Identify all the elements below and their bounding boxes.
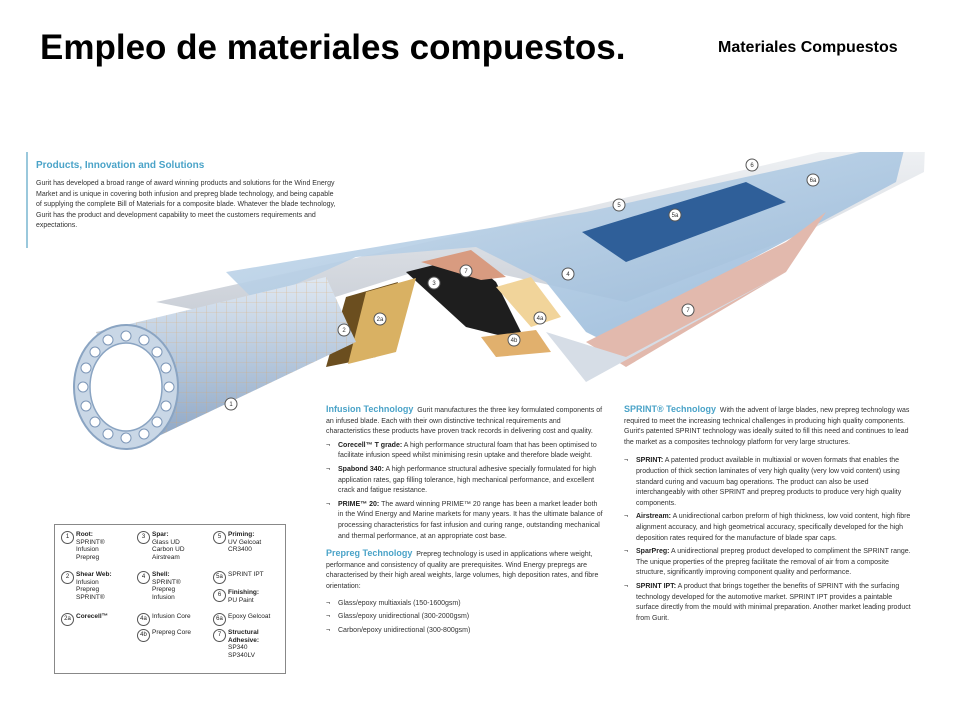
svg-text:3: 3 <box>432 281 436 287</box>
callout-3 <box>428 277 440 289</box>
svg-text:7: 7 <box>464 269 468 275</box>
legend-item: 6 Finishing: PU Paint <box>213 589 259 604</box>
callout-5a <box>669 209 681 221</box>
legend-item: 7 Structural Adhesive: SP340 SP340LV <box>213 629 285 659</box>
legend-item: 5a SPRINT IPT <box>213 571 264 579</box>
sprint-section <box>624 404 916 624</box>
infusion-item: ¬ Corecell™ T grade: A high performance structural foam that has been optimised to facilitate infusion speed whilst minimising resin uptake and therefore blade weight. <box>326 441 604 462</box>
svg-text:4a: 4a <box>536 316 544 322</box>
gurit-poster <box>26 152 940 704</box>
sprint-item: ¬ SPRINT: A patented product available in multiaxial or woven formats that enables the production of thick section laminates of very high quality (very low void content) using standard curing and vacuum bag operations. The product can also be used interchangeably with other SPRINT and prepreg products to produce very high quality components. <box>624 456 916 509</box>
intro-text: Gurit has developed a broad range of award winning products and solutions for the Wind Energy Market and is unique in covering both infusion and prepreg blade technology, and being capable of supplying the complete Bill of Materials for a composite blade. Whatever the blade technology, Gurit has the product and development capability to meet the customers requirements and expectations. <box>36 180 336 230</box>
infusion-title: Infusion Technology <box>326 404 414 414</box>
svg-text:5a: 5a <box>671 213 679 219</box>
slide-section-label: Materiales Compuestos <box>718 39 898 56</box>
infusion-item: ¬ Spabond 340: A high performance structural adhesive specially formulated for high application rates, gap filling tolerance, high mechanical performance, and excellent crack and fatigue resistance. <box>326 465 604 497</box>
callout-5 <box>613 199 625 211</box>
legend-item: 2a Corecell™ <box>61 613 108 621</box>
prepreg-text: Prepreg technology is used in applications where weight, performance and consistency of quality are prerequisites. Wind Energy prepregs are characterised by their high areal weights, large volumes, high deposition rates, and fibre orientation: <box>326 551 599 590</box>
svg-text:6: 6 <box>750 163 754 169</box>
prepreg-section <box>326 548 604 636</box>
callout-4b <box>508 334 520 346</box>
intro-section <box>36 160 341 232</box>
legend-item: 4a Infusion Core <box>137 613 191 621</box>
callout-6 <box>746 159 758 171</box>
callout-4 <box>562 268 574 280</box>
legend-item: 5 Priming: UV Gelcoat CR3400 <box>213 531 261 554</box>
callout-2 <box>338 324 350 336</box>
prepreg-item: ¬ Carbon/epoxy unidirectional (300-800gsm) <box>326 626 604 637</box>
slide-title: Empleo de materiales compuestos. <box>40 28 626 67</box>
sprint-item: ¬ Airstream: A unidirectional carbon preform of high thickness, low void content, high fibre alignment accuracy, and high geometrical accuracy, specifically developed for the high deposition rates required for the manufacture of blade spar caps. <box>624 512 916 544</box>
callout-2a <box>374 313 386 325</box>
svg-text:5: 5 <box>617 203 621 209</box>
legend-item: 3 Spar: Glass UD Carbon UD Airstream <box>137 531 185 561</box>
intro-title: Products, Innovation and Solutions <box>36 160 205 171</box>
sprint-item: ¬ SparPreg: A unidirectional prepreg product developed to compliment the SPRINT range. The unique properties of the prepreg facilitate the removal of air from a composite structure, significantly improving component quality and performance. <box>624 547 916 579</box>
legend-item: 1 Root: SPRINT® Infusion Prepreg <box>61 531 105 561</box>
svg-text:4b: 4b <box>510 338 518 344</box>
prepreg-item: ¬ Glass/epoxy multiaxials (150-1600gsm) <box>326 599 604 610</box>
svg-text:1: 1 <box>229 402 233 408</box>
callout-7b <box>682 304 694 316</box>
svg-text:2a: 2a <box>376 317 384 323</box>
callout-6a <box>807 174 819 186</box>
legend-item: 4 Shell: SPRINT® Prepreg Infusion <box>137 571 181 601</box>
prepreg-title: Prepreg Technology <box>326 548 413 559</box>
sprint-item: ¬ SPRINT IPT: A product that brings together the benefits of SPRINT with the surfacing technology developed for the automotive market. SPRINT IPT provides a paintable surface directly from the mould with minimal preparation. Another market leading product from Gurit. <box>624 582 916 624</box>
callout-4a <box>534 312 546 324</box>
svg-text:2: 2 <box>342 328 346 334</box>
svg-text:4: 4 <box>566 272 570 278</box>
infusion-section <box>326 404 604 636</box>
sprint-text: With the advent of large blades, new prepreg technology was required to meet the increasing technical challenges in producing high quality components. Gurit's patented SPRINT technology was ideally suited to fill this need and continues to lead the market as a composites technology platform for very large structures. <box>624 407 910 446</box>
infusion-item: ¬ PRIME™ 20: The award winning PRIME™ 20 range has been a market leader both in the Wind Energy and Marine markets for many years. It has the ultimate balance of processing characteristics for fast infusion and curing range, outstanding mechanical and thermal performance, at an appropriate cost base. <box>326 500 604 542</box>
sprint-title: SPRINT® Technology <box>624 404 716 414</box>
infusion-text: Gurit manufactures the three key formulated components of an infused blade. Each with their own distinctive technical requirements and characteristics these products have proven track records in delivering cost and quality. <box>326 407 603 436</box>
component-legend <box>54 524 286 674</box>
svg-text:7: 7 <box>686 308 690 314</box>
legend-item: 2 Shear Web: Infusion Prepreg SPRINT® <box>61 571 112 601</box>
callout-7 <box>460 265 472 277</box>
callout-1 <box>225 398 237 410</box>
legend-item: 4b Prepreg Core <box>137 629 191 637</box>
intro-accent-bar <box>26 152 28 248</box>
legend-item: 6a Epoxy Gelcoat <box>213 613 270 621</box>
svg-text:6a: 6a <box>809 178 817 184</box>
prepreg-item: ¬ Glass/epoxy unidirectional (300-2000gsm) <box>326 612 604 623</box>
